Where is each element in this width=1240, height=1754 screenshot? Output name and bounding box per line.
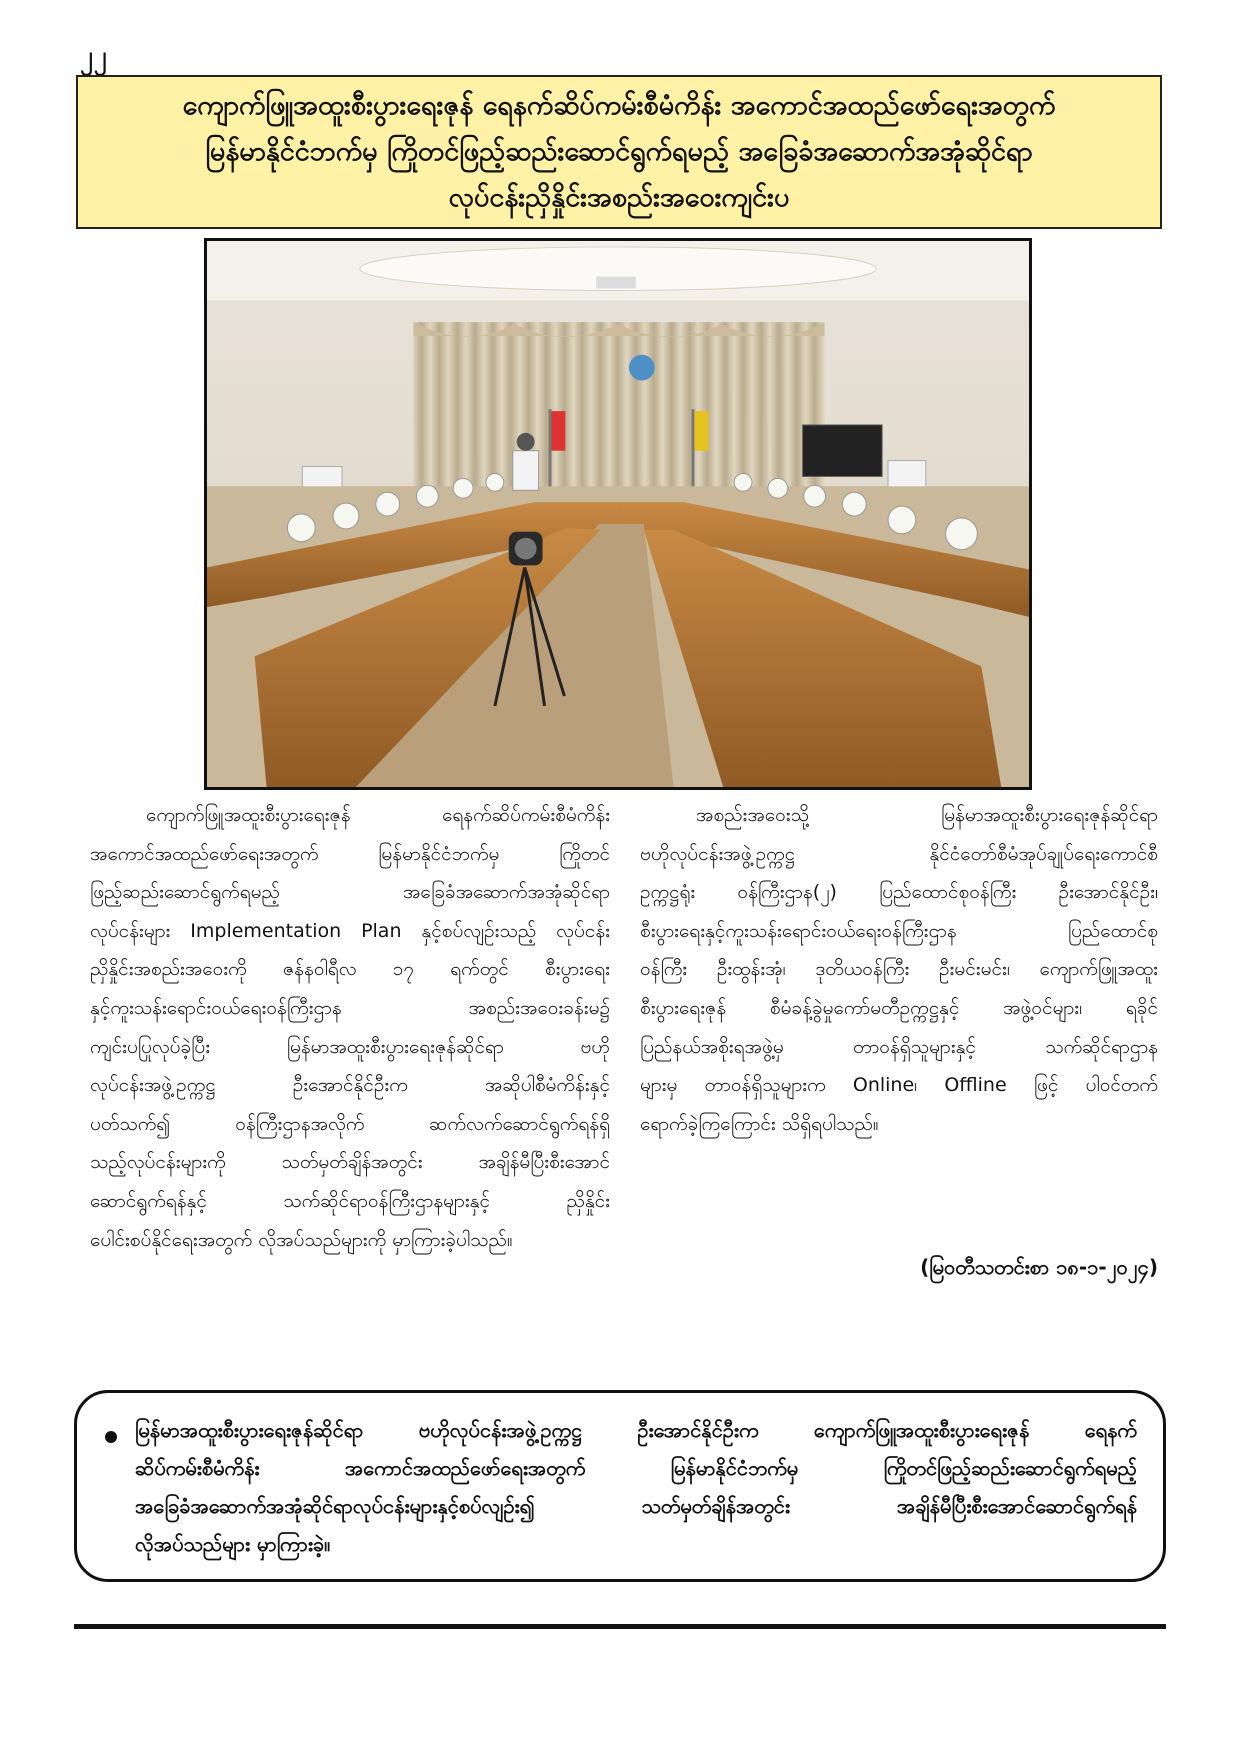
article-left-column (90, 796, 610, 1259)
page-number: ၂၂ (80, 41, 108, 71)
paragraph-line: နှင့်ကူးသန်းရောင်းဝယ်ရေးဝန်ကြီးဌာန အစည်းအဝေးခန်းမ၌ (90, 996, 610, 1019)
summary-line: အခြေခံအဆောက်အအုံဆိုင်ရာလုပ်ငန်းများနှင့်စပ်လျဉ်း၍ သတ်မှတ်ချိန်အတွင်း အချိန်မီပြီးစီးအောင်ဆောင်ရွက်ရန် (135, 1494, 1137, 1518)
article-right-column (640, 796, 1158, 1143)
summary-line: လိုအပ်သည်များ မှာကြားခဲ့။ (135, 1532, 331, 1556)
bottom-divider (74, 1624, 1166, 1629)
paragraph-line: ဝန်ကြီး ဦးထွန်းအုံ၊ ဒုတိယဝန်ကြီး ဦးမင်းမင်း၊ ကျောက်ဖြူအထူး (640, 958, 1158, 981)
paragraph-line: များမှ တာဝန်ရှိသူများက Online၊ Offline ဖြင့် ပါဝင်တက် (640, 1074, 1158, 1097)
paragraph-line: သည့်လုပ်ငန်းများကို သတ်မှတ်ချိန်အတွင်း အချိန်မီပြီးစီးအောင် (90, 1151, 610, 1174)
paragraph-line: ပြည်နယ်အစိုးရအဖွဲ့မှ တာဝန်ရှိသူများနှင့် သက်ဆိုင်ရာဌာန (640, 1035, 1158, 1058)
summary-callout-box (74, 1390, 1166, 1582)
paragraph-line: စီးပွားရေးနှင့်ကူးသန်းရောင်းဝယ်ရေးဝန်ကြီးဌာန ပြည်ထောင်စု (640, 919, 1158, 942)
paragraph-line: ရောက်ခဲ့ကြကြောင်း သိရှိရပါသည်။ (640, 1112, 879, 1135)
headline-line: မြန်မာနိုင်ငံဘက်မှ ကြိုတင်ဖြည့်ဆည်းဆောင်ရွက်ရမည့် အခြေခံအဆောက်အအုံဆိုင်ရာ (205, 136, 1033, 167)
paragraph-line: အစည်းအဝေးသို့ မြန်မာအထူးစီးပွားရေးဇုန်ဆိုင်ရာ (696, 804, 1158, 826)
summary-text (135, 1411, 1137, 1563)
paragraph-line: ဥက္ကဋ္ဌရုံး ဝန်ကြီးဌာန(၂) ပြည်ထောင်စုဝန်ကြီး ဦးအောင်နိုင်ဦး၊ (640, 881, 1158, 904)
paragraph-line: ပေါင်းစပ်နိုင်ရေးအတွက် လိုအပ်သည်များကို မှာကြားခဲ့ပါသည်။ (90, 1228, 513, 1251)
paragraph-line: ဖြည့်ဆည်းဆောင်ရွက်ရမည့် အခြေခံအဆောက်အအုံဆိုင်ရာ (90, 881, 610, 904)
summary-line: မြန်မာအထူးစီးပွားရေးဇုန်ဆိုင်ရာ ဗဟိုလုပ်ငန်းအဖွဲ့ဥက္ကဋ္ဌ ဦးအောင်နိုင်ဦးက ကျောက်ဖြူအထူးစီးပွားရေးဇုန် ရေနက် (135, 1418, 1137, 1442)
paragraph-line: ကျောက်ဖြူအထူးစီးပွားရေးဇုန် ရေနက်ဆိပ်ကမ်းစီမံကိန်း (146, 804, 610, 826)
paragraph-line: လုပ်ငန်းများ Implementation Plan နှင့်စပ်လျဉ်းသည့် လုပ်ငန်း (90, 919, 610, 942)
paragraph-line: လုပ်ငန်းအဖွဲ့ဥက္ကဋ္ဌ ဦးအောင်နိုင်ဦးက အဆိုပါစီမံကိန်းနှင့် (90, 1074, 610, 1097)
paragraph-line: ကျင်းပပြုလုပ်ခဲ့ပြီး မြန်မာအထူးစီးပွားရေးဇုန်ဆိုင်ရာ ဗဟို (90, 1035, 610, 1058)
headline-box (76, 75, 1162, 229)
paragraph-line: စီးပွားရေးဇုန် စီမံခန့်ခွဲမှုကော်မတီဥက္ကဋ္ဌနှင့် အဖွဲ့ဝင်များ၊ ရခိုင် (640, 996, 1158, 1019)
paragraph-line: ဆောင်ရွက်ရန်နှင့် သက်ဆိုင်ရာဝန်ကြီးဌာနများနှင့် ညှိနှိုင်း (90, 1189, 610, 1212)
paragraph-line: ပတ်သက်၍ ဝန်ကြီးဌာနအလိုက် ဆက်လက်ဆောင်ရွက်ရန်ရှိ (90, 1112, 610, 1135)
meeting-photo (204, 238, 1032, 790)
meeting-room-illustration (207, 241, 1029, 787)
headline-line: လုပ်ငန်းညှိနှိုင်းအစည်းအဝေးကျင်းပ (448, 182, 790, 213)
bullet-icon (105, 1431, 117, 1443)
paragraph-line: ညှိနှိုင်းအစည်းအဝေးကို ဇန်နဝါရီလ ၁၇ ရက်တွင် စီးပွားရေး (90, 958, 610, 981)
paragraph-line: ဗဟိုလုပ်ငန်းအဖွဲ့ဥက္ကဋ္ဌ နိုင်ငံတော်စီမံအုပ်ချုပ်ရေးကောင်စီ (640, 842, 1158, 865)
summary-line: ဆိပ်ကမ်းစီမံကိန်း အကောင်အထည်ဖော်ရေးအတွက် မြန်မာနိုင်ငံဘက်မှ ကြိုတင်ဖြည့်ဆည်းဆောင်ရွက်ရမည့် (135, 1456, 1137, 1480)
news-source-citation: (မြဝတီသတင်းစာ ၁၈-၁-၂၀၂၄) (920, 1255, 1158, 1279)
paragraph-line: အကောင်အထည်ဖော်ရေးအတွက် မြန်မာနိုင်ငံဘက်မှ ကြိုတင် (90, 842, 610, 865)
headline-line: ကျောက်ဖြူအထူးစီးပွားရေးဇုန် ရေနက်ဆိပ်ကမ်းစီမံကိန်း အကောင်အထည်ဖော်ရေးအတွက် (182, 90, 1056, 121)
